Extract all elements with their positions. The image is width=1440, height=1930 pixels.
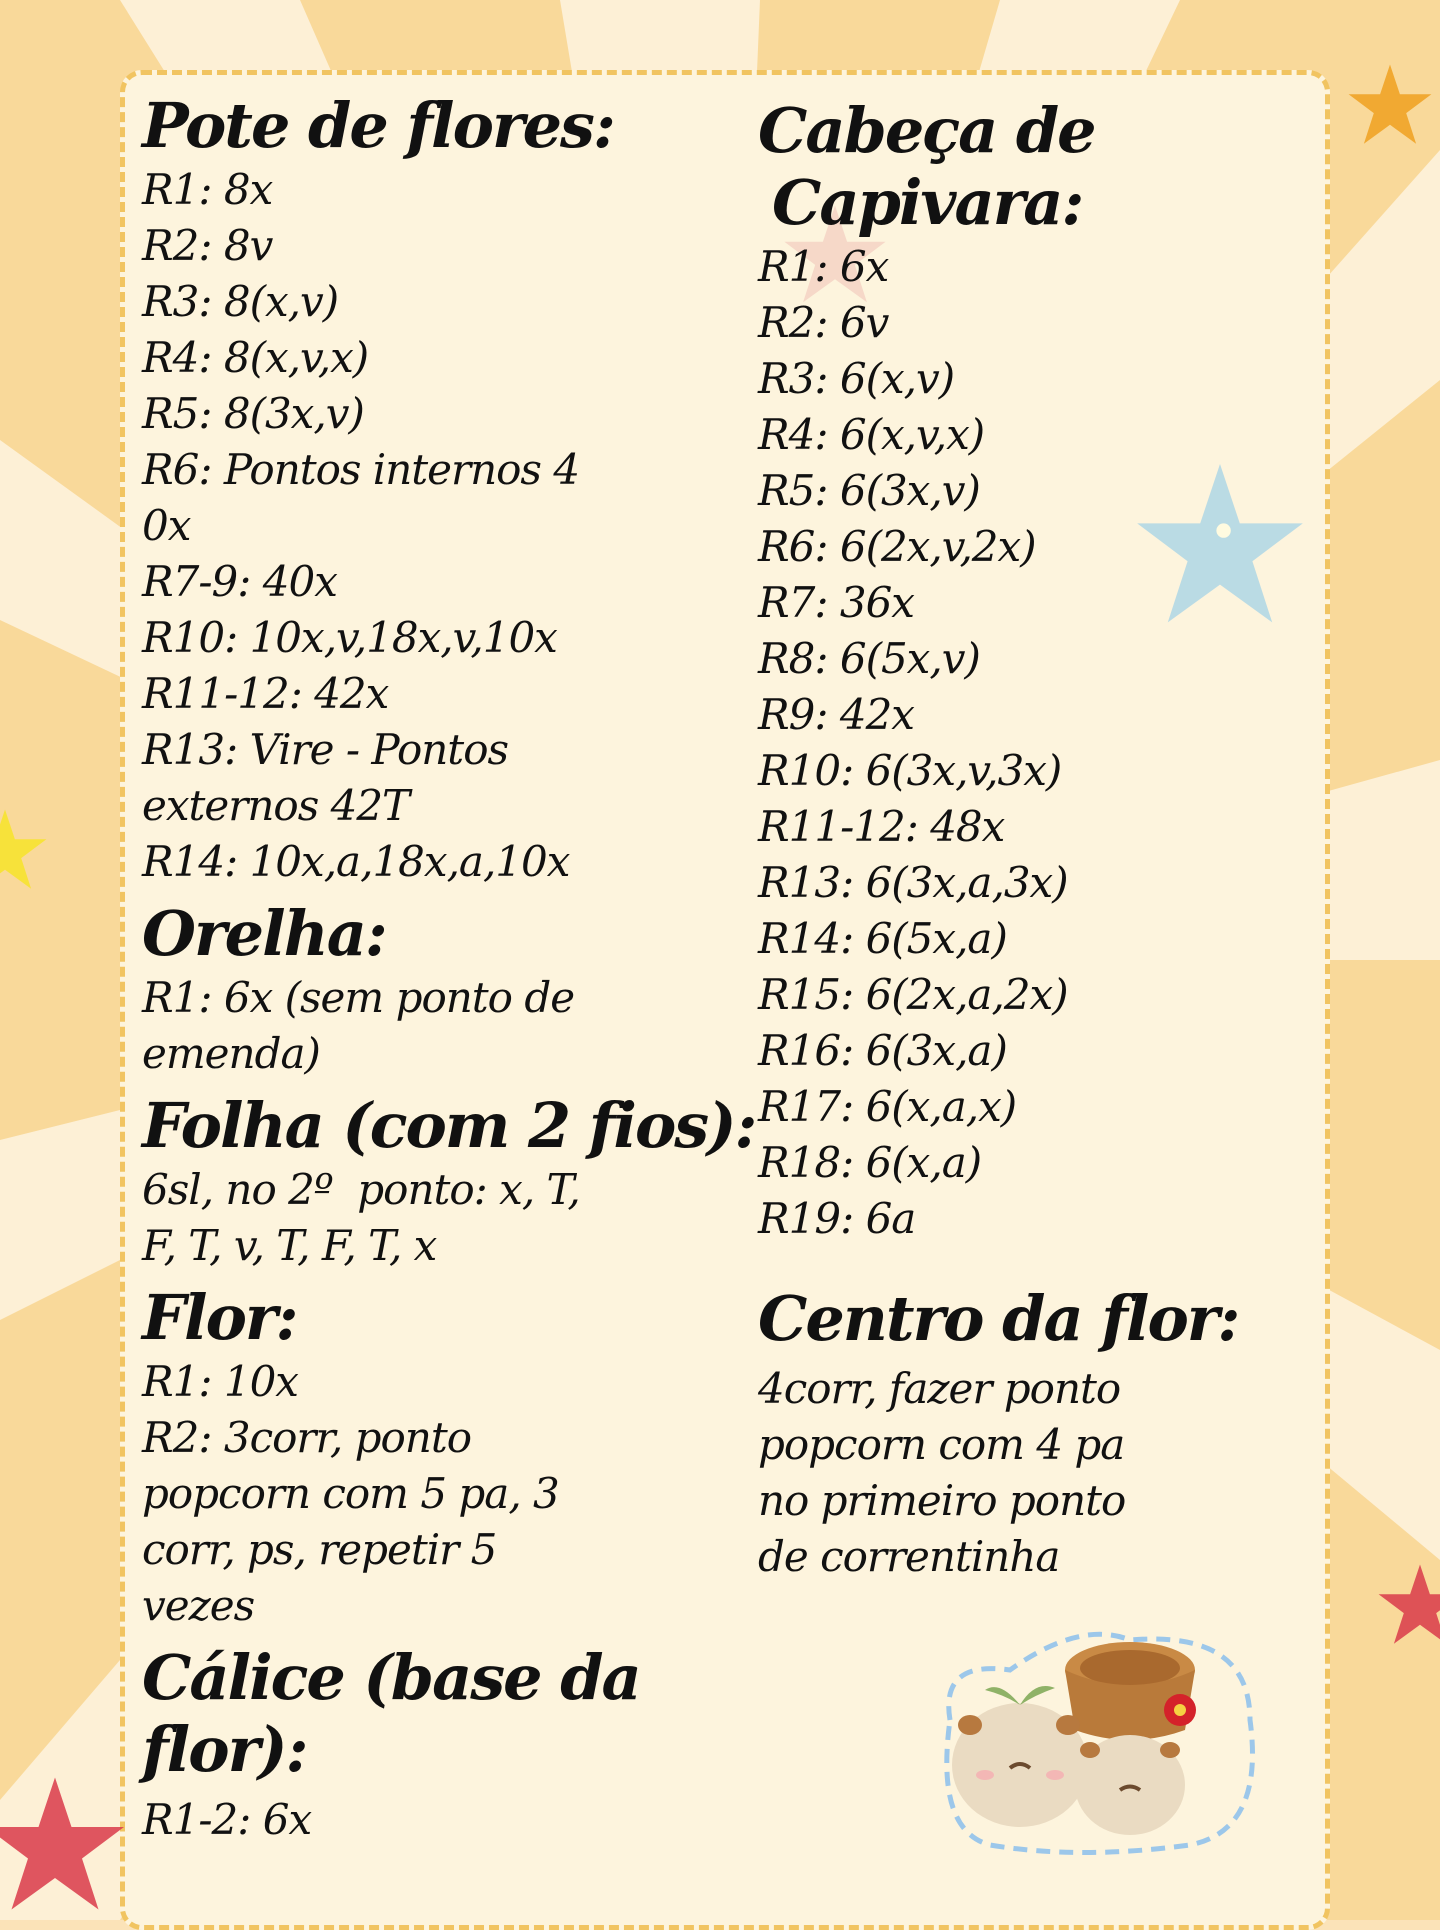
cabeca-line: R17: 6(x,a,x) [758, 1082, 1017, 1131]
flor-line: popcorn com 5 pa, 3 [142, 1469, 559, 1518]
cabeca-line: R9: 42x [758, 690, 914, 739]
flor-line: corr, ps, repetir 5 [142, 1525, 497, 1574]
flor-section [142, 1282, 762, 1634]
centro-section [758, 1283, 1318, 1585]
cabeca-line: R4: 6(x,v,x) [758, 410, 985, 459]
cabeca-section [758, 95, 1318, 1247]
pote-line: R4: 8(x,v,x) [142, 333, 369, 382]
cabeca-line: R2: 6v [758, 298, 889, 347]
cabeca-line: R8: 6(5x,v) [758, 634, 980, 683]
orelha-line: R1: 6x (sem ponto de [142, 973, 575, 1022]
calice-section [142, 1642, 762, 1848]
folha-line: 6sl, no 2º ponto: x, T, [142, 1165, 580, 1214]
pote-line: R5: 8(3x,v) [142, 389, 364, 438]
centro-title: Centro da flor: [758, 1282, 1239, 1355]
folha-line: F, T, v, T, F, T, x [142, 1221, 437, 1270]
left-column [142, 90, 762, 1856]
pote-line: R7-9: 40x [142, 557, 337, 606]
yellow-star-icon [0, 790, 50, 910]
centro-line: 4corr, fazer ponto [758, 1364, 1121, 1413]
folha-section [142, 1090, 762, 1274]
pote-line: R13: Vire - Pontos [142, 725, 509, 774]
cabeca-line: R5: 6(3x,v) [758, 466, 980, 515]
pote-line: R6: Pontos internos 4 [142, 445, 580, 494]
calice-title: Cálice (base da flor): [142, 1641, 640, 1786]
centro-line: popcorn com 4 pa [758, 1420, 1125, 1469]
capybara-crochet-illustration [930, 1600, 1270, 1860]
flor-line: vezes [142, 1581, 255, 1630]
pote-line: R10: 10x,v,18x,v,10x [142, 613, 557, 662]
centro-line: no primeiro ponto [758, 1476, 1126, 1525]
flor-line: R2: 3corr, ponto [142, 1413, 472, 1462]
orelha-line: emenda) [142, 1029, 320, 1078]
cabeca-line: R10: 6(3x,v,3x) [758, 746, 1062, 795]
cabeca-line: R1: 6x [758, 242, 889, 291]
centro-line: de correntinha [758, 1532, 1060, 1581]
pote-title: Pote de flores: [142, 89, 614, 162]
cabeca-title: Cabeça de [758, 94, 1095, 167]
cabeca-title-line2: Capivara: [772, 166, 1083, 239]
right-column [758, 95, 1318, 1593]
calice-line: R1-2: 6x [142, 1795, 312, 1844]
pote-line: R3: 8(x,v) [142, 277, 339, 326]
flor-line: R1: 10x [142, 1357, 298, 1406]
orelha-section [142, 898, 762, 1082]
pote-line: R2: 8v [142, 221, 273, 270]
cabeca-line: R16: 6(3x,a) [758, 1026, 1007, 1075]
cabeca-line: R19: 6a [758, 1194, 916, 1243]
orelha-title: Orelha: [142, 897, 386, 970]
red-star-right-icon [1375, 1530, 1440, 1680]
orange-star-icon [1345, 60, 1435, 150]
cabeca-line: R14: 6(5x,a) [758, 914, 1007, 963]
pote-line: R11-12: 42x [142, 669, 389, 718]
folha-title: Folha (com 2 fios): [142, 1089, 756, 1162]
cabeca-line: R11-12: 48x [758, 802, 1005, 851]
cabeca-line: R3: 6(x,v) [758, 354, 955, 403]
pote-line: externos 42T [142, 781, 410, 830]
flor-title: Flor: [142, 1281, 297, 1354]
cabeca-line: R15: 6(2x,a,2x) [758, 970, 1068, 1019]
pote-line: R1: 8x [142, 165, 273, 214]
cabeca-line: R7: 36x [758, 578, 914, 627]
cabeca-line: R6: 6(2x,v,2x) [758, 522, 1036, 571]
pote-section [142, 90, 762, 890]
cabeca-line: R18: 6(x,a) [758, 1138, 982, 1187]
pote-line: 0x [142, 501, 191, 550]
red-star-icon [0, 1770, 140, 1920]
cabeca-line: R13: 6(3x,a,3x) [758, 858, 1068, 907]
pote-line: R14: 10x,a,18x,a,10x [142, 837, 570, 886]
